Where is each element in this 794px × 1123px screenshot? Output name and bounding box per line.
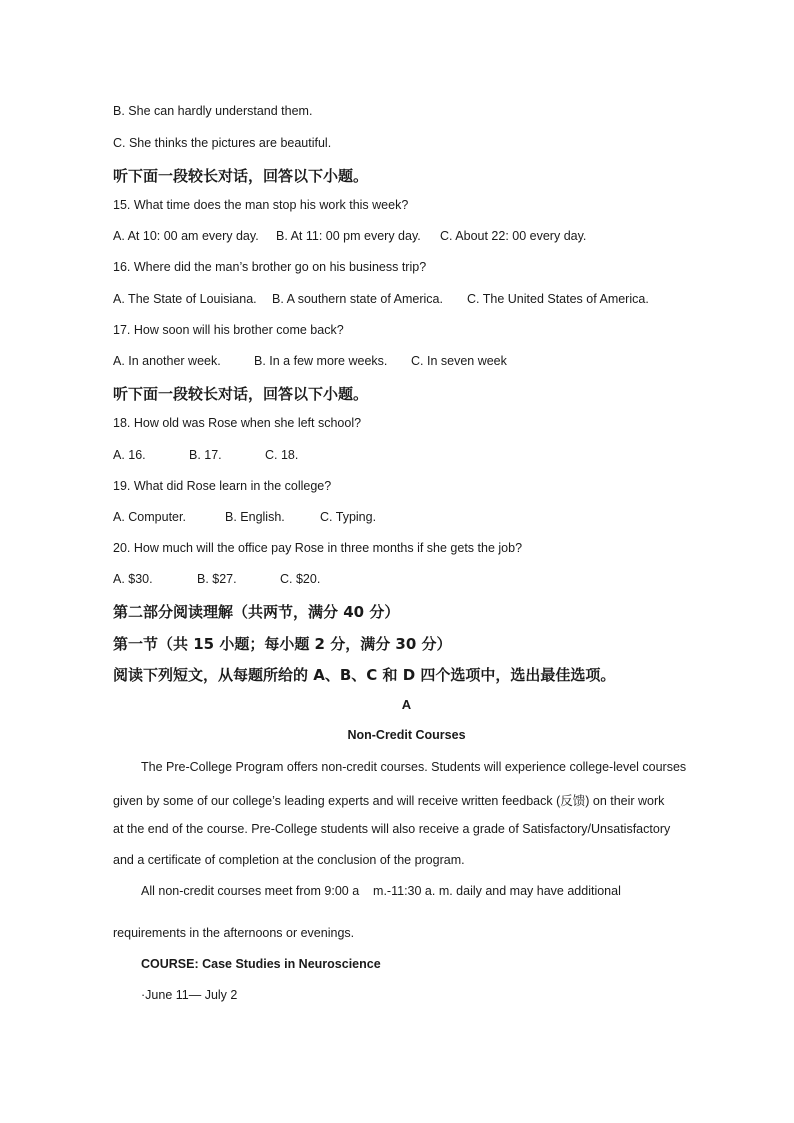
section-heading-2: 听下面一段较长对话，回答以下小题。 — [113, 385, 369, 403]
question-18: 18. How old was Rose when she left school? — [113, 416, 362, 430]
question-20-options — [113, 572, 320, 586]
question-17: 17. How soon will his brother come back? — [113, 323, 344, 337]
q19-option-b: B. English. — [225, 510, 285, 524]
q18-option-b: B. 17. — [189, 448, 222, 462]
q19-option-a: A. Computer. — [113, 510, 186, 524]
question-15-options — [113, 229, 586, 243]
passage-p2-line1: All non-credit courses meet from 9:00 a m.-11:30 a. m. daily and may have additional — [141, 884, 621, 898]
passage-p1-line1: The Pre-College Program offers non-credit courses. Students will experience college-level courses — [141, 760, 687, 774]
passage-p1-line4: and a certificate of completion at the conclusion of the program. — [113, 853, 465, 867]
passage-p1-line3: at the end of the course. Pre-College students will also receive a grade of Satisfactory/Unsatisfactory — [113, 822, 671, 836]
q17-option-c: C. In seven week — [411, 354, 507, 368]
question-20: 20. How much will the office pay Rose in three months if she gets the job? — [113, 541, 523, 555]
course-title: COURSE: Case Studies in Neuroscience — [141, 957, 381, 971]
q16-option-c: C. The United States of America. — [467, 292, 649, 306]
q17-option-b: B. In a few more weeks. — [254, 354, 388, 368]
q18-option-c: C. 18. — [265, 448, 299, 462]
passage-p1-line2: given by some of our college’s leading experts and will receive written feedback (反馈) on their work — [113, 794, 665, 808]
option-b: B. She can hardly understand them. — [113, 104, 313, 118]
q19-option-c: C. Typing. — [320, 510, 377, 524]
passage-title: Non-Credit Courses — [347, 728, 466, 742]
instruction: 阅读下列短文，从每题所给的 A、B、C 和 D 四个选项中，选出最佳选项。 — [113, 666, 616, 684]
q15-option-a: A. At 10: 00 am every day. — [113, 229, 259, 243]
question-16-options — [113, 292, 649, 306]
question-19: 19. What did Rose learn in the college? — [113, 479, 332, 493]
q15-option-b: B. At 11: 00 pm every day. — [276, 229, 421, 243]
q20-option-c: C. $20. — [280, 572, 321, 586]
passage-letter: A — [401, 697, 412, 712]
question-18-options — [113, 448, 298, 462]
question-19-options — [113, 510, 376, 524]
option-c: C. She thinks the pictures are beautiful. — [113, 136, 332, 150]
q17-option-a: A. In another week. — [113, 354, 221, 368]
question-16: 16. Where did the man’s brother go on his business trip? — [113, 260, 427, 274]
passage-p2-line2: requirements in the afternoons or evenings. — [113, 926, 355, 940]
q16-option-b: B. A southern state of America. — [272, 292, 443, 306]
question-17-options — [113, 354, 507, 368]
part2-heading: 第二部分阅读理解（共两节，满分 40 分） — [113, 603, 400, 621]
q15-option-c: C. About 22: 00 every day. — [440, 229, 587, 243]
q20-option-b: B. $27. — [197, 572, 237, 586]
q16-option-a: A. The State of Louisiana. — [113, 292, 257, 306]
section1-heading: 第一节（共 15 小题；每小题 2 分，满分 30 分） — [113, 635, 452, 653]
q18-option-a: A. 16. — [113, 448, 146, 462]
section-heading-1: 听下面一段较长对话，回答以下小题。 — [113, 167, 369, 185]
course-dates: ·June 11— July 2 — [141, 988, 238, 1002]
question-15: 15. What time does the man stop his work this week? — [113, 198, 409, 212]
q20-option-a: A. $30. — [113, 572, 153, 586]
